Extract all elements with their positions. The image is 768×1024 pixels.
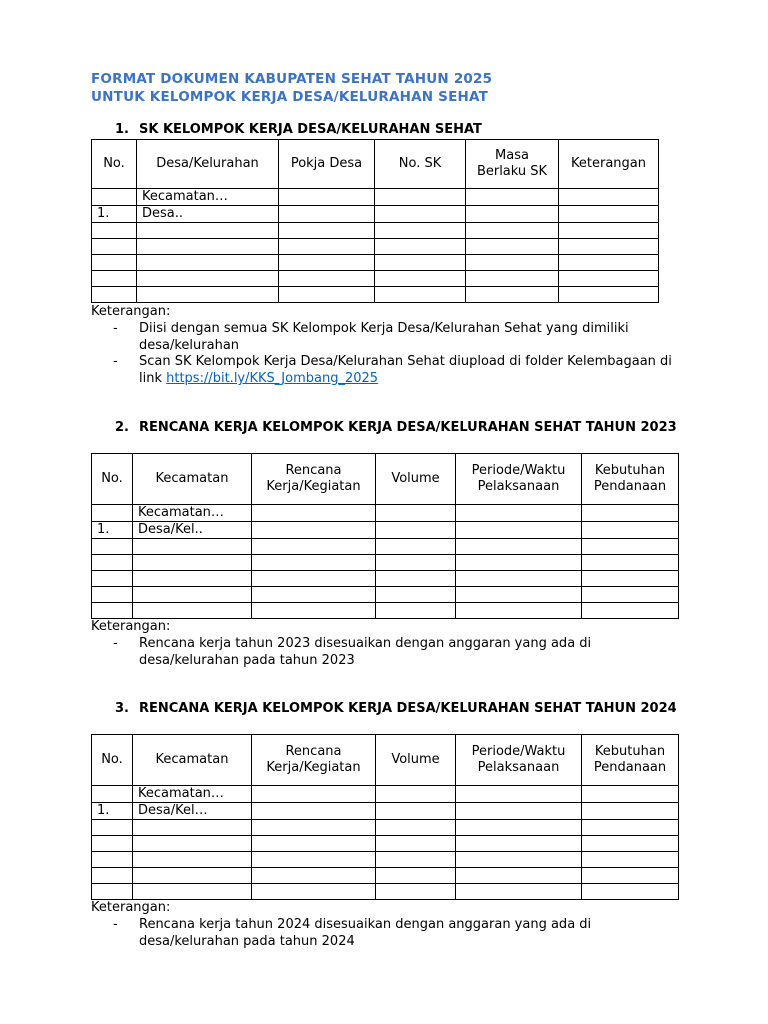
table-cell[interactable] — [456, 836, 582, 852]
section-1-notes-label: Keterangan: — [91, 304, 171, 319]
table-row — [92, 820, 679, 836]
table-cell[interactable] — [92, 223, 137, 239]
table-row — [92, 571, 679, 587]
table-cell[interactable] — [582, 505, 679, 522]
table-cell[interactable] — [375, 223, 466, 239]
table-cell[interactable] — [252, 884, 376, 900]
table-cell[interactable] — [133, 852, 252, 868]
table-row — [92, 239, 659, 255]
document-title-line1: FORMAT DOKUMEN KABUPATEN SEHAT TAHUN 2025 — [91, 71, 493, 87]
table-cell[interactable] — [582, 539, 679, 555]
table-cell[interactable] — [92, 239, 137, 255]
table-cell[interactable] — [133, 868, 252, 884]
table-cell[interactable] — [279, 239, 375, 255]
note-text — [139, 353, 679, 387]
section-2-note-1 — [113, 635, 683, 671]
table-cell[interactable] — [376, 555, 456, 571]
section-1-heading — [115, 121, 685, 139]
section-3-notes-label: Keterangan: — [91, 900, 171, 915]
table-cell[interactable] — [582, 522, 679, 539]
table-row — [92, 587, 679, 603]
section-2-notes-label: Keterangan: — [91, 619, 171, 634]
table-cell[interactable] — [92, 884, 133, 900]
table-row — [92, 271, 659, 287]
table-cell[interactable] — [92, 852, 133, 868]
table-row — [92, 223, 659, 239]
table-cell[interactable] — [252, 505, 376, 522]
column-header: Rencana Kerja/Kegiatan — [252, 735, 376, 786]
table-cell[interactable] — [133, 836, 252, 852]
section-1-note-1 — [113, 320, 683, 356]
table-cell[interactable] — [133, 539, 252, 555]
table-cell[interactable] — [456, 820, 582, 836]
table-cell[interactable] — [456, 603, 582, 619]
table-cell[interactable] — [582, 820, 679, 836]
kks-folder-link[interactable]: https://bit.ly/KKS_Jombang_2025 — [166, 371, 379, 386]
table-cell[interactable] — [456, 884, 582, 900]
table-cell[interactable] — [375, 287, 466, 303]
column-header: Rencana Kerja/Kegiatan — [252, 454, 376, 505]
table-cell[interactable] — [137, 255, 279, 271]
table-row — [92, 287, 659, 303]
table-cell[interactable] — [92, 820, 133, 836]
section-2-table — [91, 453, 679, 619]
table-cell[interactable] — [466, 189, 559, 206]
table-row — [92, 803, 679, 820]
table-cell[interactable] — [376, 836, 456, 852]
table-cell[interactable] — [559, 189, 659, 206]
table-cell[interactable] — [92, 189, 137, 206]
table-row — [92, 505, 679, 522]
column-header: No. — [92, 140, 137, 189]
table-cell[interactable]: 1. — [92, 522, 133, 539]
table-row — [92, 189, 659, 206]
table-cell[interactable]: Kecamatan… — [137, 189, 279, 206]
table-cell[interactable] — [252, 820, 376, 836]
bullet-dash: - — [113, 636, 118, 651]
column-header: Kebutuhan Pendanaan — [582, 454, 679, 505]
table-cell[interactable] — [376, 539, 456, 555]
table-cell[interactable] — [582, 555, 679, 571]
table-cell[interactable] — [456, 852, 582, 868]
table-cell[interactable] — [92, 539, 133, 555]
section-3-number: 3. — [115, 701, 129, 716]
table-cell[interactable] — [559, 271, 659, 287]
table-cell[interactable] — [137, 271, 279, 287]
table-cell[interactable] — [582, 603, 679, 619]
column-header: Volume — [376, 735, 456, 786]
column-header: Periode/Waktu Pelaksanaan — [456, 454, 582, 505]
table-row — [92, 836, 679, 852]
section-3-note-1 — [113, 916, 683, 952]
table-cell[interactable]: 1. — [92, 803, 133, 820]
table-cell[interactable] — [92, 505, 133, 522]
note-text: Diisi dengan semua SK Kelompok Kerja Desa/Kelurahan Sehat yang dimiliki desa/kelurahan — [139, 321, 629, 353]
table-cell[interactable] — [92, 836, 133, 852]
table-cell[interactable] — [376, 884, 456, 900]
section-2-number: 2. — [115, 420, 129, 435]
table-cell[interactable] — [279, 287, 375, 303]
table-cell[interactable] — [133, 587, 252, 603]
table-cell[interactable] — [559, 223, 659, 239]
section-1-note-2 — [113, 353, 683, 389]
table-cell[interactable] — [92, 786, 133, 803]
table-cell[interactable] — [252, 786, 376, 803]
section-3-title: RENCANA KERJA KELOMPOK KERJA DESA/KELURAHAN SEHAT TAHUN 2024 — [139, 701, 677, 716]
column-header: Volume — [376, 454, 456, 505]
column-header: No. SK — [375, 140, 466, 189]
table-cell[interactable] — [133, 884, 252, 900]
table-cell[interactable] — [252, 852, 376, 868]
table-cell[interactable] — [466, 287, 559, 303]
table-cell[interactable] — [92, 255, 137, 271]
table-cell[interactable] — [133, 820, 252, 836]
column-header: No. — [92, 735, 133, 786]
table-cell[interactable] — [92, 603, 133, 619]
table-cell[interactable] — [456, 803, 582, 820]
table-cell[interactable] — [582, 786, 679, 803]
column-header: Keterangan — [559, 140, 659, 189]
table-cell[interactable] — [466, 223, 559, 239]
table-cell[interactable]: Desa/Kel.. — [133, 522, 252, 539]
table-cell[interactable] — [279, 255, 375, 271]
section-1-table — [91, 139, 659, 303]
table-row — [92, 868, 679, 884]
table-cell[interactable]: Kecamatan… — [133, 786, 252, 803]
table-cell[interactable] — [466, 255, 559, 271]
table-cell[interactable] — [466, 271, 559, 287]
table-cell[interactable] — [582, 803, 679, 820]
table-header-row — [92, 140, 659, 189]
table-row — [92, 539, 679, 555]
bullet-dash: - — [113, 354, 118, 369]
table-cell[interactable] — [582, 884, 679, 900]
section-2-heading — [115, 419, 685, 453]
note-text: Rencana kerja tahun 2023 disesuaikan dengan anggaran yang ada di desa/kelurahan pada tahun 2023 — [139, 636, 592, 668]
table-row — [92, 206, 659, 223]
table-header-row — [92, 735, 679, 786]
table-cell[interactable] — [376, 603, 456, 619]
table-cell[interactable] — [375, 255, 466, 271]
table-cell[interactable] — [92, 287, 137, 303]
table-row — [92, 255, 659, 271]
table-cell[interactable] — [92, 571, 133, 587]
column-header: No. — [92, 454, 133, 505]
table-cell[interactable] — [252, 555, 376, 571]
table-cell[interactable]: 1. — [92, 206, 137, 223]
table-cell[interactable] — [137, 287, 279, 303]
column-header: Kecamatan — [133, 735, 252, 786]
table-cell[interactable] — [466, 206, 559, 223]
table-cell[interactable] — [559, 255, 659, 271]
table-cell[interactable] — [92, 555, 133, 571]
table-row — [92, 522, 679, 539]
table-cell[interactable] — [456, 571, 582, 587]
table-row — [92, 555, 679, 571]
table-cell[interactable] — [456, 555, 582, 571]
table-cell[interactable] — [376, 505, 456, 522]
table-cell[interactable] — [376, 820, 456, 836]
table-cell[interactable] — [137, 223, 279, 239]
table-cell[interactable] — [456, 786, 582, 803]
column-header: Kebutuhan Pendanaan — [582, 735, 679, 786]
table-header-row — [92, 454, 679, 505]
table-cell[interactable] — [252, 803, 376, 820]
table-cell[interactable] — [559, 206, 659, 223]
table-cell[interactable]: Desa.. — [137, 206, 279, 223]
table-cell[interactable] — [137, 239, 279, 255]
section-3-heading — [115, 700, 685, 734]
table-cell[interactable] — [559, 287, 659, 303]
table-cell[interactable] — [279, 223, 375, 239]
document-title-line2: UNTUK KELOMPOK KERJA DESA/KELURAHAN SEHAT — [91, 89, 489, 105]
table-row — [92, 852, 679, 868]
table-row — [92, 884, 679, 900]
table-cell[interactable] — [456, 587, 582, 603]
table-cell[interactable] — [133, 571, 252, 587]
table-cell[interactable] — [279, 271, 375, 287]
table-cell[interactable] — [456, 868, 582, 884]
table-cell[interactable] — [279, 189, 375, 206]
note-text-body: Scan SK Kelompok Kerja Desa/Kelurahan Sehat diupload di folder Kelembagaan di link — [139, 354, 672, 386]
table-cell[interactable] — [582, 852, 679, 868]
table-cell[interactable] — [252, 522, 376, 539]
column-header: Masa Berlaku SK — [466, 140, 559, 189]
table-cell[interactable] — [252, 539, 376, 555]
column-header: Kecamatan — [133, 454, 252, 505]
column-header: Periode/Waktu Pelaksanaan — [456, 735, 582, 786]
section-1-title: SK KELOMPOK KERJA DESA/KELURAHAN SEHAT — [139, 122, 482, 137]
section-3-table — [91, 734, 679, 900]
table-cell[interactable] — [252, 571, 376, 587]
section-1-number: 1. — [115, 122, 129, 137]
table-cell[interactable] — [376, 868, 456, 884]
table-cell[interactable] — [376, 786, 456, 803]
table-cell[interactable] — [92, 271, 137, 287]
note-text: Rencana kerja tahun 2024 disesuaikan dengan anggaran yang ada di desa/kelurahan pada tahun 2024 — [139, 917, 592, 949]
table-cell[interactable] — [376, 522, 456, 539]
table-row — [92, 603, 679, 619]
bullet-dash: - — [113, 321, 118, 336]
table-cell[interactable]: Desa/Kel… — [133, 803, 252, 820]
table-cell[interactable] — [92, 868, 133, 884]
table-cell[interactable] — [559, 239, 659, 255]
table-cell[interactable] — [582, 868, 679, 884]
table-cell[interactable] — [376, 571, 456, 587]
table-cell[interactable] — [582, 571, 679, 587]
table-row — [92, 786, 679, 803]
table-cell[interactable] — [466, 239, 559, 255]
table-cell[interactable] — [456, 522, 582, 539]
bullet-dash: - — [113, 917, 118, 932]
table-cell[interactable] — [376, 852, 456, 868]
table-cell[interactable] — [252, 868, 376, 884]
table-cell[interactable]: Kecamatan… — [133, 505, 252, 522]
table-cell[interactable] — [456, 539, 582, 555]
table-cell[interactable] — [252, 836, 376, 852]
table-cell[interactable] — [252, 587, 376, 603]
table-cell[interactable] — [375, 206, 466, 223]
table-cell[interactable] — [375, 271, 466, 287]
table-cell[interactable] — [582, 836, 679, 852]
table-cell[interactable] — [252, 603, 376, 619]
table-cell[interactable] — [279, 206, 375, 223]
table-cell[interactable] — [133, 555, 252, 571]
table-cell[interactable] — [92, 587, 133, 603]
table-cell[interactable] — [376, 803, 456, 820]
table-cell[interactable] — [375, 239, 466, 255]
table-cell[interactable] — [376, 587, 456, 603]
table-cell[interactable] — [582, 587, 679, 603]
table-cell[interactable] — [133, 603, 252, 619]
table-cell[interactable] — [375, 189, 466, 206]
column-header: Pokja Desa — [279, 140, 375, 189]
section-2-title: RENCANA KERJA KELOMPOK KERJA DESA/KELURAHAN SEHAT TAHUN 2023 — [139, 420, 677, 435]
table-cell[interactable] — [456, 505, 582, 522]
column-header: Desa/Kelurahan — [137, 140, 279, 189]
